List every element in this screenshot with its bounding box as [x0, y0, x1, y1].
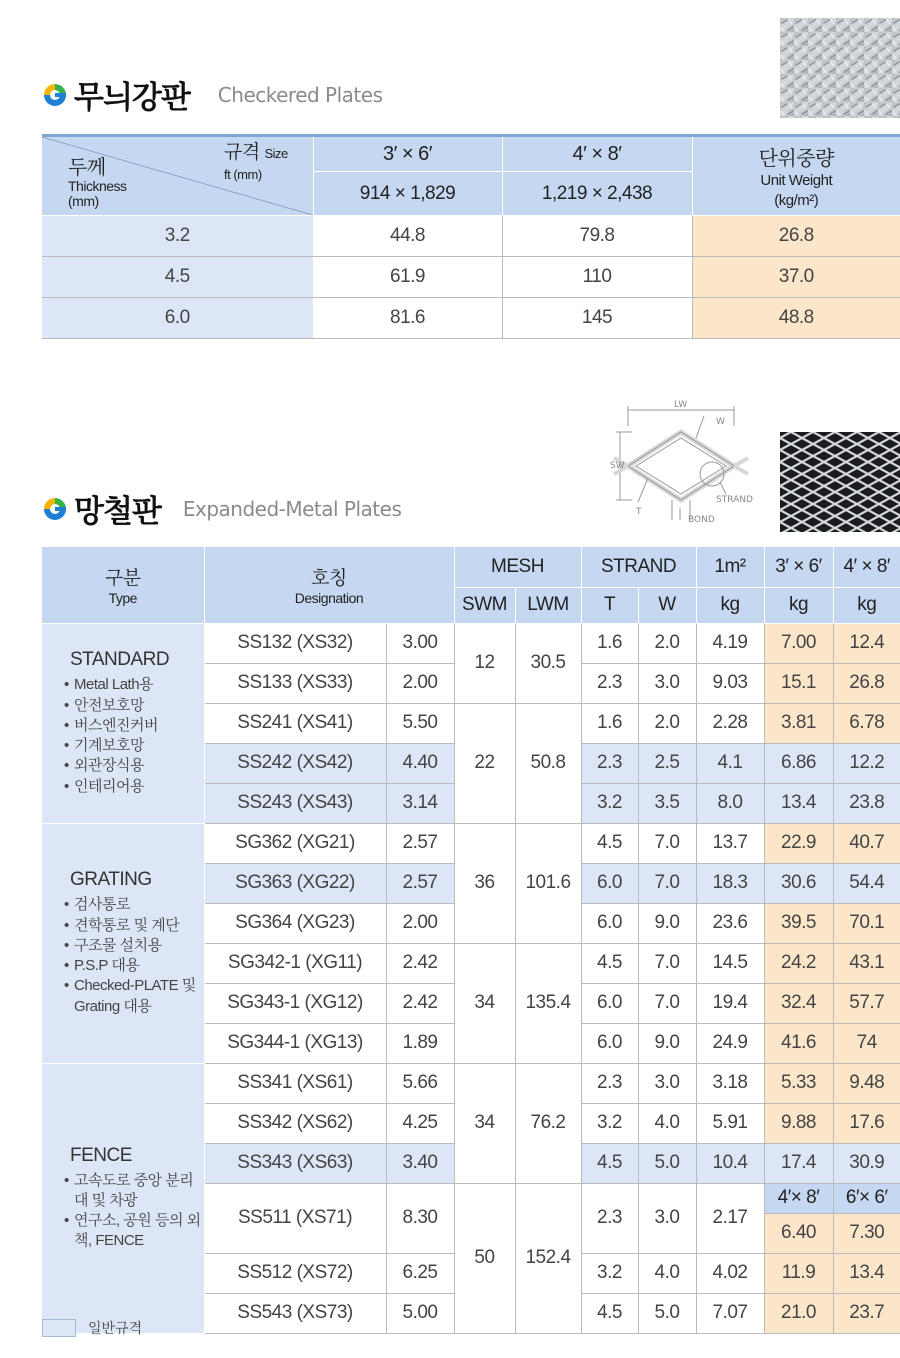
sub-size-4x8-header: 4′× 8′: [764, 1183, 833, 1213]
col-4x8-header: 4′ × 8′: [502, 136, 692, 172]
expanded-metal-heading: [42, 486, 401, 531]
table-row: FENCE • 고속도로 중앙 분리대 및 차광 • 연구소, 공원 등의 외책, FENCE SS341 (XS61) 5.66 34 76.2 2.3 3.0 3.18 5.33 9.48: [42, 1063, 900, 1103]
thickness-size-header: [42, 136, 313, 216]
size-4x8-header: 4′ × 8′: [833, 547, 900, 587]
table-row: SS243 (XS43) 3.14 3.2 3.5 8.0 13.4 23.8: [42, 783, 900, 823]
mesh-dimension-diagram: [608, 396, 758, 528]
table-row: STANDARD • Metal Lath용 • 안전보호망 • 버스엔진커버 • 기계보호망 • 외관장식용 • 인테리어용 SS132 (XS32) 3.00 12 30.5 1.6 2.0 4.19 7.00 12.4: [42, 623, 900, 663]
table-row: 4.5 61.9 110 37.0: [42, 257, 900, 298]
designation-header: 호칭 Designation: [204, 547, 454, 623]
legend-swatch: [42, 1319, 76, 1337]
table-row: SS543 (XS73) 5.00 4.5 5.0 7.07 21.0 23.7: [42, 1293, 900, 1333]
type-header: 구분 Type: [42, 547, 204, 623]
checkered-plates-heading: [42, 72, 383, 117]
brand-logo-icon: [42, 496, 68, 522]
table-row: SS343 (XS63) 3.40 4.5 5.0 10.4 17.4 30.9: [42, 1143, 900, 1183]
col-3x6-mm: 914 × 1,829: [313, 172, 502, 216]
kg-header: kg: [764, 587, 833, 623]
checkered-plates-table: [42, 134, 900, 339]
m2-header: 1m²: [696, 547, 764, 587]
table-row: SG363 (XG22) 2.57 6.0 7.0 18.3 30.6 54.4: [42, 863, 900, 903]
table-row: SS241 (XS41) 5.50 22 50.8 1.6 2.0 2.28 3.81 6.78: [42, 703, 900, 743]
type-grating: GRATING • 검사통로 • 견학통로 및 계단 • 구조물 설치용 • P.S.P 대용 • Checked-PLATE 및 Grating 대용: [42, 823, 204, 1063]
t-header: T: [581, 587, 638, 623]
expanded-metal-image: [780, 432, 900, 532]
table-row: 3.2 44.8 79.8 26.8: [42, 216, 900, 257]
lwm-header: LWM: [515, 587, 581, 623]
strand-label: STRAND: [716, 495, 753, 505]
col-4x8-mm: 1,219 × 2,438: [502, 172, 692, 216]
section-title-en: Checkered Plates: [217, 82, 383, 107]
swm-header: SWM: [454, 587, 515, 623]
table-row: SS133 (XS33) 2.00 2.3 3.0 9.03 15.1 26.8: [42, 663, 900, 703]
w-label: W: [716, 417, 725, 427]
legend: [42, 1318, 142, 1338]
table-row: SG344-1 (XG13) 1.89 6.0 9.0 24.9 41.6 74: [42, 1023, 900, 1063]
kg-header: kg: [833, 587, 900, 623]
section-title-ko: 무늬강판: [74, 80, 190, 116]
kg-header: kg: [696, 587, 764, 623]
table-row: 6.40 7.30: [42, 1213, 900, 1253]
lw-label: LW: [674, 400, 688, 410]
table-row: SS342 (XS62) 4.25 3.2 4.0 5.91 9.88 17.6: [42, 1103, 900, 1143]
table-row: 6.0 81.6 145 48.8: [42, 298, 900, 339]
table-row: SG364 (XG23) 2.00 6.0 9.0 23.6 39.5 70.1: [42, 903, 900, 943]
section-title-en: Expanded-Metal Plates: [182, 496, 402, 521]
table-row: SG342-1 (XG11) 2.42 34 135.4 4.5 7.0 14.5 24.2 43.1: [42, 943, 900, 983]
type-standard: STANDARD • Metal Lath용 • 안전보호망 • 버스엔진커버 • 기계보호망 • 외관장식용 • 인테리어용: [42, 623, 204, 823]
legend-label: 일반규격: [88, 1321, 143, 1337]
t-label: T: [636, 507, 642, 517]
type-fence: FENCE • 고속도로 중앙 분리대 및 차광 • 연구소, 공원 등의 외책, FENCE: [42, 1063, 204, 1333]
table-row: SG343-1 (XG12) 2.42 6.0 7.0 19.4 32.4 57.7: [42, 983, 900, 1023]
size-label: 규격 Size ft (mm): [224, 142, 288, 182]
expanded-metal-table: [42, 547, 900, 1334]
section-title-ko: 망철판: [74, 494, 161, 530]
mesh-header: MESH: [454, 547, 581, 587]
table-row: SS242 (XS42) 4.40 2.3 2.5 4.1 6.86 12.2: [42, 743, 900, 783]
col-3x6-header: 3′ × 6′: [313, 136, 502, 172]
unit-weight-header: 단위중량 Unit Weight (kg/m²): [692, 136, 900, 216]
strand-header: STRAND: [581, 547, 696, 587]
table-row: GRATING • 검사통로 • 견학통로 및 계단 • 구조물 설치용 • P.S.P 대용 • Checked-PLATE 및 Grating 대용 SG362 (XG21) 2.57 36 101.6 4.5 7.0 13.7 22.9 40.7: [42, 823, 900, 863]
sub-size-6x6-header: 6′× 6′: [833, 1183, 900, 1213]
table-row: SS511 (XS71) 8.30 50 152.4 2.3 3.0 2.17 4′× 8′ 6′× 6′: [42, 1183, 900, 1213]
sw-label: SW: [610, 461, 625, 471]
checkered-plate-image: [780, 18, 900, 118]
w-header: W: [638, 587, 696, 623]
table-row: SS512 (XS72) 6.25 3.2 4.0 4.02 11.9 13.4: [42, 1253, 900, 1293]
thickness-label: 두께 Thickness (mm): [68, 157, 127, 210]
brand-logo-icon: [42, 82, 68, 108]
bond-label: BOND: [688, 515, 715, 525]
size-3x6-header: 3′ × 6′: [764, 547, 833, 587]
